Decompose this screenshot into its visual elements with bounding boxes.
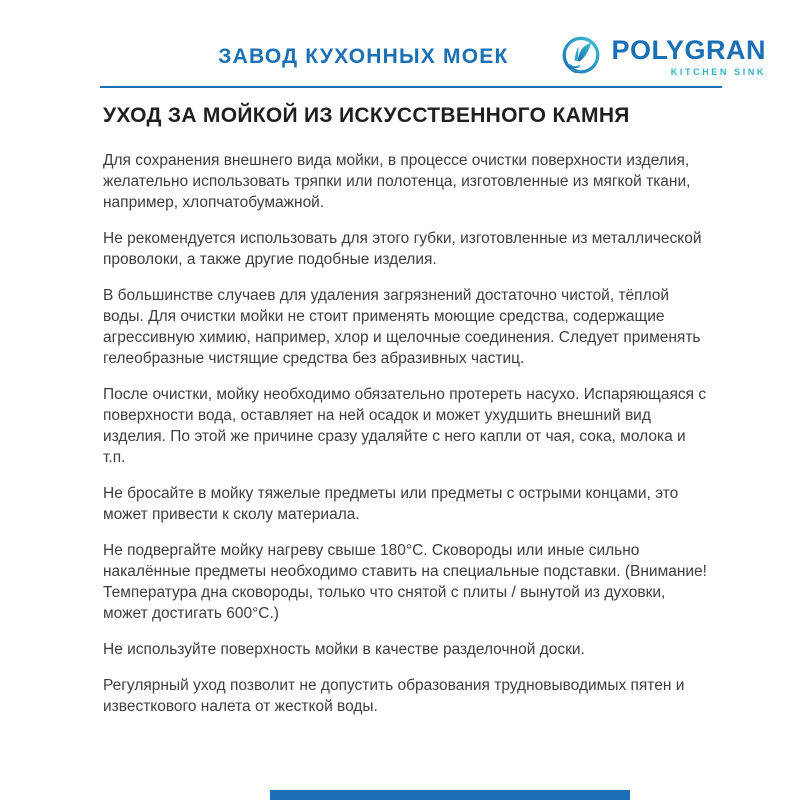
header (100, 34, 766, 80)
care-paragraph: Не бросайте в мойку тяжелые предметы или предметы с острыми концами, это может привести к сколу материала. (103, 485, 679, 523)
care-paragraph: В большинстве случаев для удаления загрязнений достаточно чистой, тёплой воды. Для очистки мойки не стоит применять моющие средства, содержащие агрессивную химию, например, хлор и щелочные соединения. Следует применять гелеобразные чистящие средства без абразивных частиц. (103, 287, 701, 367)
care-paragraph: Не рекомендуется использовать для этого губки, изготовленные из металлической проволоки, а также другие подобные изделия. (103, 230, 702, 268)
care-paragraph: Регулярный уход позволит не допустить образования трудновыводимых пятен и известкового налета от жесткой воды. (103, 677, 685, 715)
brand-subtitle: KITCHEN SINK (670, 67, 766, 77)
care-paragraph: Не подвергайте мойку нагреву свыше 180°С. Сковороды или иные сильно накалённые предметы необходимо ставить на специальные подставки. (Внимание! Температура дна сковороды, только что снятой с плиты / вынутой из духовки, может достигать 600°С.) (103, 542, 707, 622)
logo-text (611, 37, 766, 77)
care-paragraph: После очистки, мойку необходимо обязательно протереть насухо. Испаряющаяся с поверхности вода, оставляет на ней осадок и может ухудшить внешний вид изделия. По этой же причине сразу удаляйте с него капли от чая, сока, молока и т.п. (103, 386, 707, 466)
footer-accent-bar (270, 790, 630, 800)
brand-name: POLYGRAN (611, 35, 766, 65)
factory-title: ЗАВОД КУХОННЫХ МОЕК (218, 45, 509, 68)
care-paragraph: Для сохранения внешнего вида мойки, в процессе очистки поверхности изделия, желательно использовать тряпки или полотенца, изготовленные из мягкой ткани, например, хлопчатобумажной. (103, 152, 691, 211)
care-instructions (103, 150, 709, 732)
header-divider (100, 86, 722, 88)
sailboat-in-circle-icon (558, 34, 604, 80)
page-title: УХОД ЗА МОЙКОЙ ИЗ ИСКУССТВЕННОГО КАМНЯ (103, 104, 630, 127)
polygran-logo (558, 34, 766, 80)
care-paragraph: Не используйте поверхность мойки в качестве разделочной доски. (103, 641, 585, 658)
